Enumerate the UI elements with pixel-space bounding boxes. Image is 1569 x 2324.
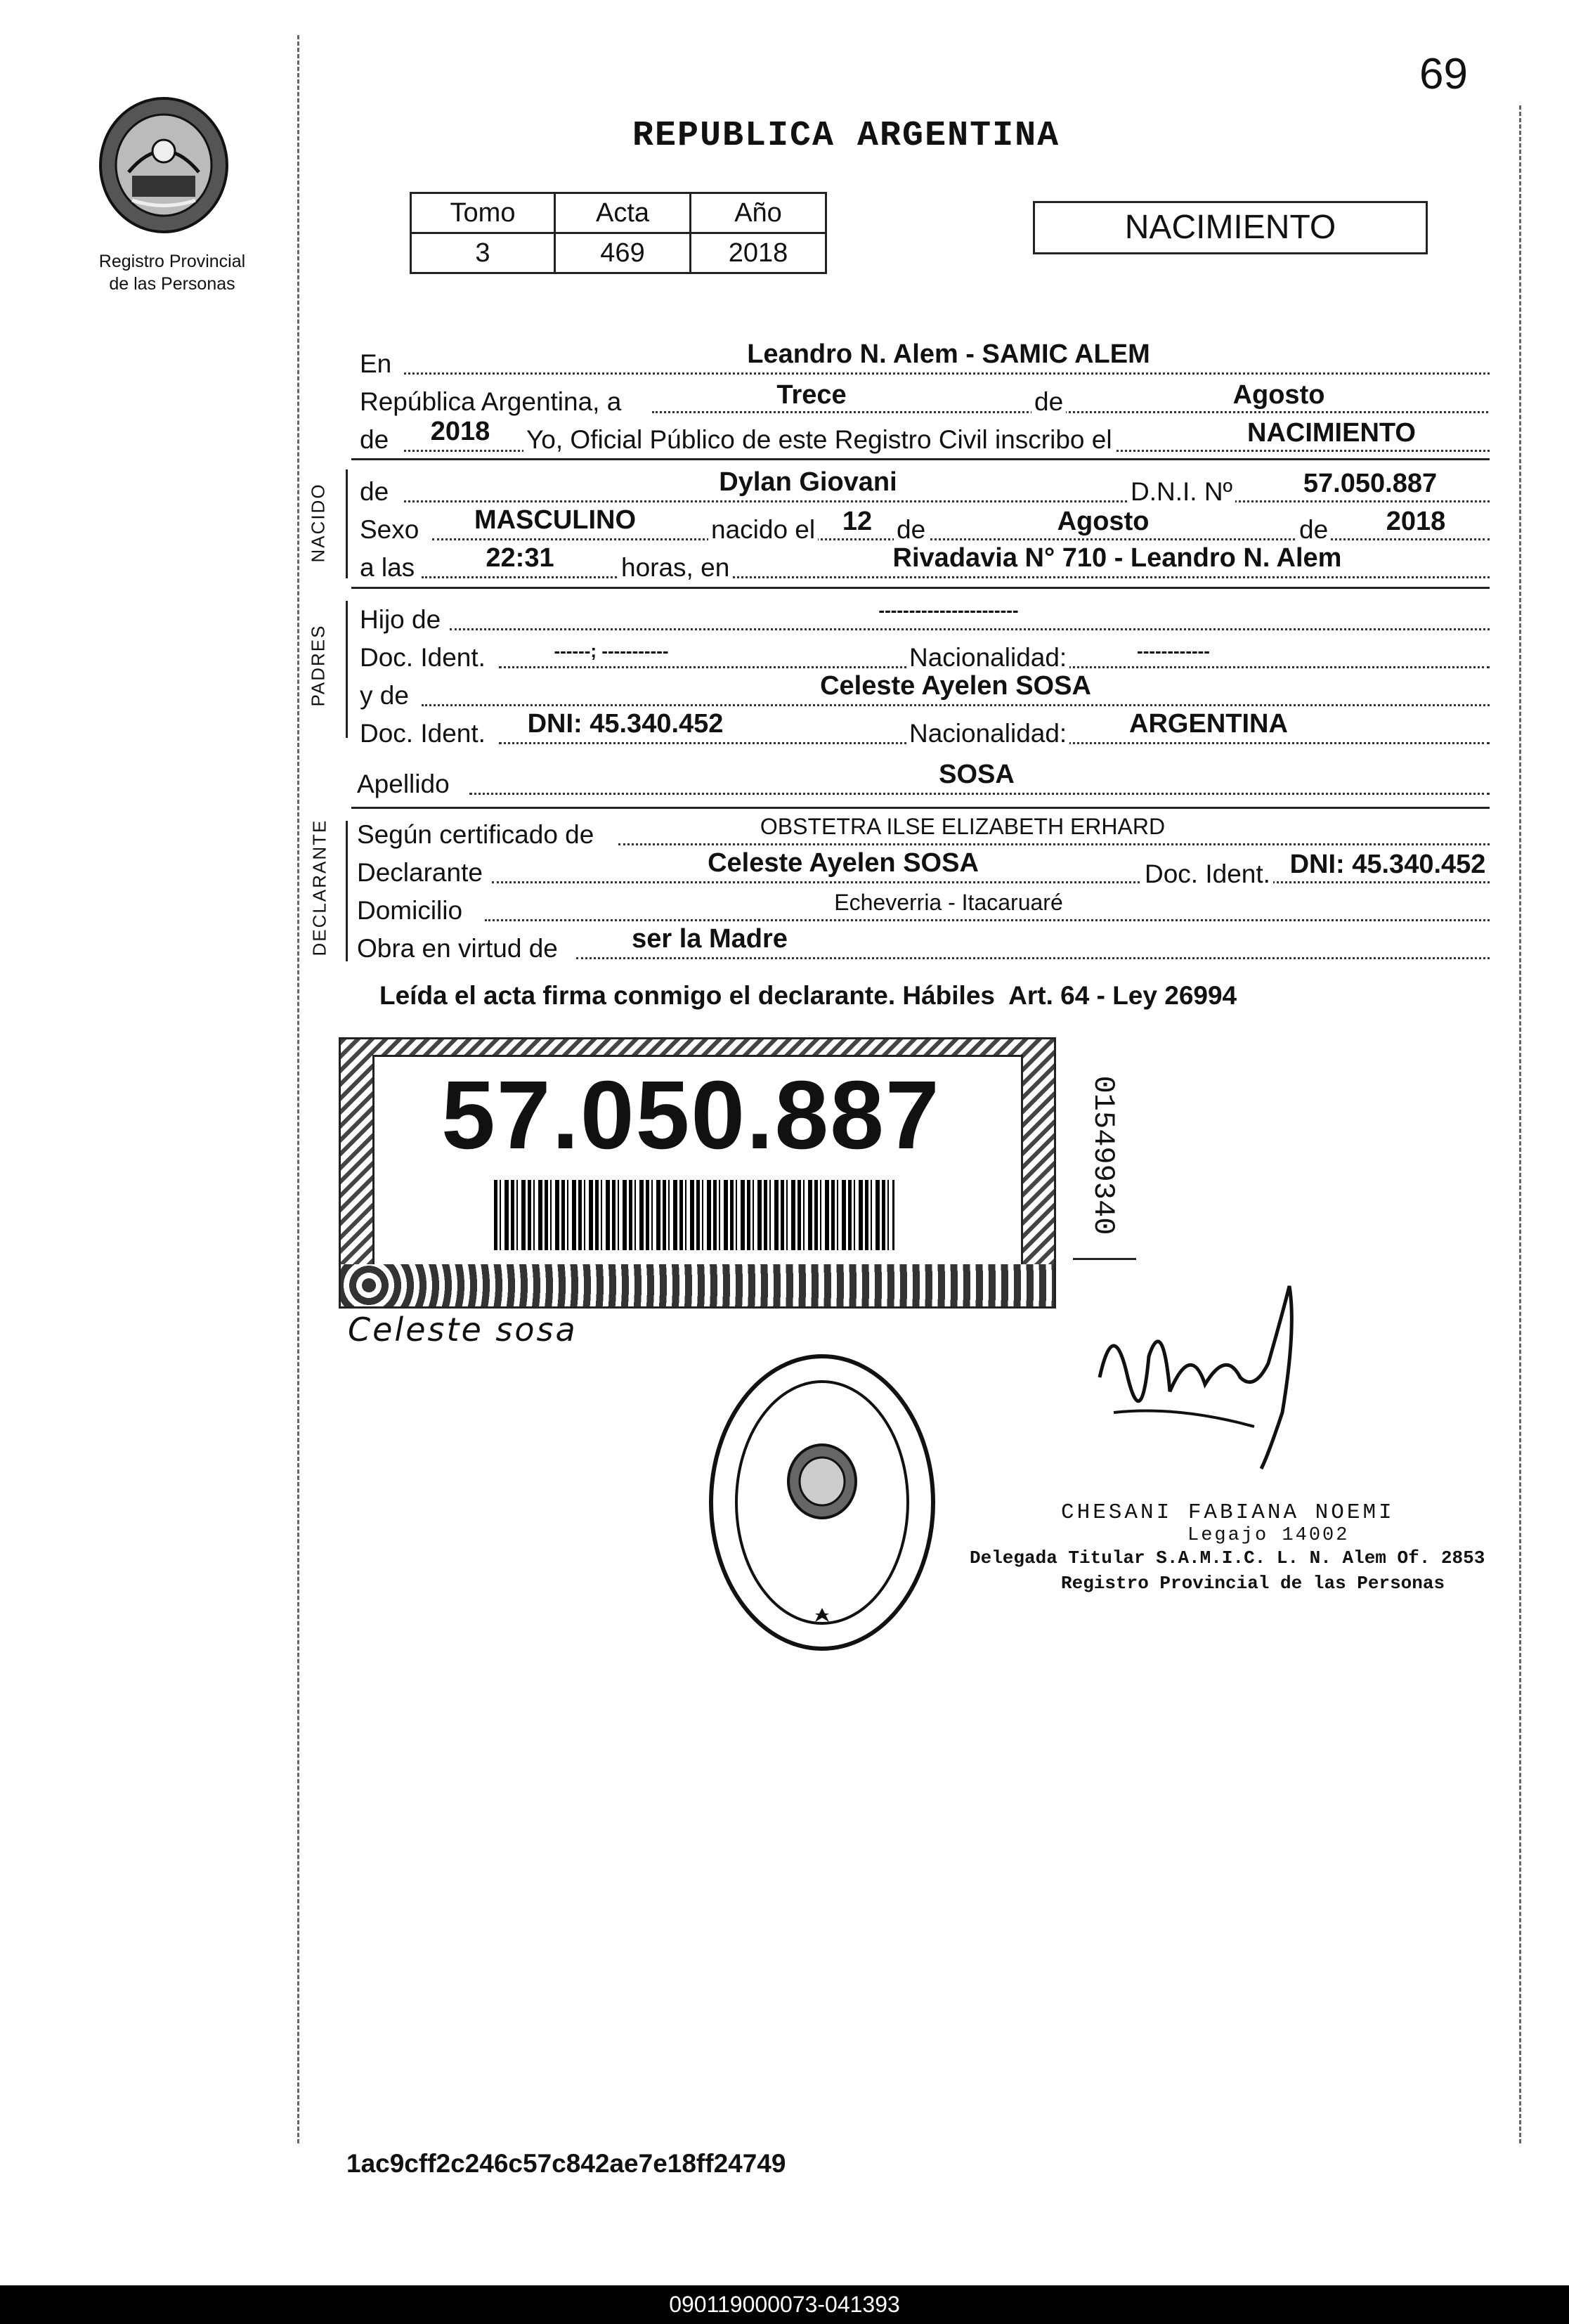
- label-doc-ident-3: Doc. Ident.: [1142, 859, 1273, 890]
- value-mother-name: Celeste Ayelen SOSA: [820, 671, 1091, 701]
- official-signature-icon: [1086, 1272, 1310, 1483]
- misiones-seal-icon: [90, 88, 237, 239]
- right-margin-line: [1519, 105, 1523, 2143]
- header-anio: Año: [691, 193, 826, 233]
- value-surname: SOSA: [939, 760, 1015, 789]
- divider-3: [351, 807, 1490, 809]
- official-name: CHESANI FABIANA NOEMI: [1061, 1500, 1395, 1525]
- declarante-bar: [346, 821, 348, 961]
- side-label-padres: PADRES: [307, 624, 329, 707]
- header-acta: Acta: [555, 193, 691, 233]
- label-y-de: y de: [360, 681, 409, 710]
- value-birth-day: 12: [842, 507, 873, 536]
- label-declarante: Declarante: [357, 858, 483, 887]
- official-signature: [1086, 1272, 1310, 1483]
- label-de-year: de: [360, 425, 389, 454]
- value-birth-place: Rivadavia N° 710 - Leandro N. Alem: [892, 543, 1342, 573]
- divider-1: [351, 458, 1490, 460]
- delegation-stamp: [703, 1348, 942, 1657]
- divider-2: [351, 587, 1490, 589]
- label-nacionalidad-2: Nacionalidad:: [906, 718, 1069, 749]
- label-domicilio: Domicilio: [357, 896, 463, 925]
- registry-name-line2: de las Personas: [109, 274, 235, 294]
- value-place: Leandro N. Alem - SAMIC ALEM: [747, 339, 1150, 369]
- value-child-name: Dylan Giovani: [719, 467, 897, 497]
- label-apellido: Apellido: [357, 770, 450, 798]
- nacido-bar: [346, 469, 348, 578]
- dni-label-inner: [372, 1055, 1023, 1270]
- value-tomo: 3: [411, 233, 555, 273]
- label-horas-en: horas, en: [618, 552, 732, 583]
- label-obra-en-virtud: Obra en virtud de: [357, 934, 558, 963]
- dni-number: 57.050.887: [441, 1061, 941, 1169]
- label-sexo: Sexo: [360, 515, 419, 544]
- label-nacionalidad: Nacionalidad:: [906, 642, 1069, 673]
- value-certificate-by: OBSTETRA ILSE ELIZABETH ERHARD: [760, 814, 1166, 839]
- value-birth-year: 2018: [1386, 507, 1446, 536]
- side-label-nacido: NACIDO: [307, 483, 329, 563]
- label-doc-ident-2: Doc. Ident.: [360, 719, 486, 748]
- value-father-name: -----------------------: [878, 599, 1019, 621]
- closing-statement: Leída el acta firma conmigo el declarante. Hábiles Art. 64 - Ley 26994: [379, 981, 1237, 1010]
- value-mother-nationality: ARGENTINA: [1129, 709, 1288, 739]
- label-doc-ident: Doc. Ident.: [360, 643, 486, 672]
- value-mother-doc: DNI: 45.340.452: [527, 709, 724, 739]
- official-registry: Registro Provincial de las Personas: [1061, 1573, 1445, 1594]
- page-number: 69: [1419, 50, 1468, 98]
- value-declarant: Celeste Ayelen SOSA: [708, 848, 979, 878]
- document-hash: 1ac9cff2c246c57c842ae7e18ff24749: [346, 2149, 786, 2178]
- value-birth-time: 22:31: [486, 543, 554, 573]
- act-type-box: NACIMIENTO: [1033, 201, 1428, 254]
- dni-serial: 015499340: [1086, 1075, 1120, 1235]
- left-margin-line: [297, 35, 301, 2143]
- value-acts-as: ser la Madre: [632, 924, 788, 954]
- declarant-signature: Celeste sosa: [348, 1311, 578, 1349]
- value-year-written: 2018: [430, 417, 490, 446]
- value-declarant-doc: DNI: 45.340.452: [1289, 850, 1486, 879]
- official-legajo: Legajo 14002: [1187, 1525, 1350, 1546]
- value-acta: 469: [555, 233, 691, 273]
- dni-label: [339, 1037, 1056, 1309]
- footer-code: 090119000073-041393: [0, 2285, 1569, 2324]
- value-sex: MASCULINO: [474, 505, 637, 535]
- value-child-dni: 57.050.887: [1303, 469, 1438, 498]
- value-birth-month: Agosto: [1057, 507, 1150, 536]
- label-dni: D.N.I. Nº: [1128, 476, 1235, 507]
- value-father-nationality: ------------: [1137, 640, 1210, 661]
- value-father-doc: ------; -----------: [554, 640, 669, 661]
- label-yo-oficial: Yo, Oficial Público de este Registro Civil inscribo el: [523, 424, 1115, 455]
- registry-name-line1: Registro Provincial: [98, 252, 246, 271]
- label-segun-certificado: Según certificado de: [357, 820, 594, 849]
- label-de-birth-month: de: [894, 514, 928, 545]
- label-de-birth-year: de: [1296, 514, 1331, 545]
- record-table: [410, 192, 827, 274]
- label-de-month: de: [1031, 387, 1066, 417]
- value-address: Echeverria - Itacaruaré: [834, 890, 1063, 915]
- value-day-written: Trece: [776, 380, 847, 410]
- value-month-written: Agosto: [1232, 380, 1325, 410]
- barcode: [494, 1180, 894, 1250]
- label-republica: República Argentina, a: [360, 387, 622, 416]
- side-label-declarante: DECLARANTE: [308, 819, 330, 956]
- padres-bar: [346, 601, 348, 738]
- label-en: En: [360, 349, 392, 378]
- value-act-kind: NACIMIENTO: [1247, 418, 1416, 448]
- value-anio: 2018: [691, 233, 826, 273]
- header-tomo: Tomo: [411, 193, 555, 233]
- registry-logo: [90, 88, 237, 239]
- country-title: REPUBLICA ARGENTINA: [632, 116, 1060, 156]
- serial-underline: [1073, 1258, 1136, 1260]
- official-position: Delegada Titular S.A.M.I.C. L. N. Alem Of. 2853: [970, 1547, 1485, 1569]
- delegation-stamp-icon: [703, 1348, 942, 1657]
- label-de-name: de: [360, 477, 389, 506]
- label-nacido-el: nacido el: [708, 514, 818, 545]
- label-a-las: a las: [360, 553, 415, 582]
- label-hijo-de: Hijo de: [360, 605, 441, 634]
- dni-label-bottom-pattern: [341, 1264, 1054, 1306]
